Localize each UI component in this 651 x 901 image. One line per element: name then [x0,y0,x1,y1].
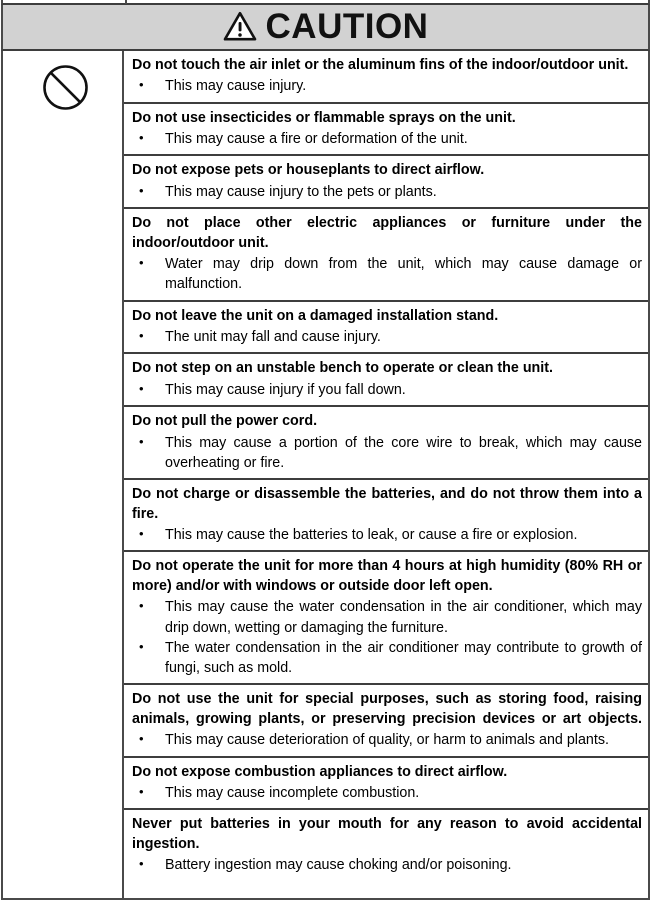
caution-rows [124,51,648,898]
row-bullet-list [132,129,642,149]
caution-header-content [223,6,429,46]
row-bullet-list [132,855,642,875]
list-item: • This may cause the water condensation in the air conditioner, which may drip down, wetting or damaging the furniture. [132,597,642,638]
row-bullet-list [132,597,642,678]
list-item: • This may cause injury. [132,76,642,96]
row-heading: Do not leave the unit on a damaged installation stand. [132,307,499,324]
row-heading: Do not step on an unstable bench to operate or clean the unit. [132,360,553,377]
table-row [124,209,648,301]
row-heading: Do not pull the power cord. [132,413,318,430]
row-bullet-list [132,433,642,474]
list-item: • Battery ingestion may cause choking and/or poisoning. [132,855,642,875]
table-row [124,156,648,209]
table-row [124,51,648,104]
table-row [124,480,648,552]
list-item: • This may cause deterioration of quality, or harm to animals and plants. [132,730,642,750]
list-item: • The unit may fall and cause injury. [132,327,642,347]
list-item: • Water may drip down from the unit, which may cause damage or malfunction. [132,254,642,295]
prohibition-icon [42,64,89,111]
row-bullet-list [132,182,642,202]
list-item: • This may cause incomplete combustion. [132,783,642,803]
row-bullet-list [132,327,642,347]
row-heading: Do not use insecticides or flammable sprays on the unit. [132,109,516,126]
table-row [124,407,648,480]
table-row [124,758,648,811]
row-bullet-list [132,76,642,96]
table-row [124,302,648,355]
row-heading: Do not touch the air inlet or the aluminum fins of the indoor/outdoor unit. [132,57,629,73]
row-heading: Do not place other electric appliances or furniture under the indoor/outdoor unit. [132,215,642,251]
row-bullet-list [132,525,642,545]
row-bullet-list [132,783,642,803]
table-row [124,810,648,880]
row-heading: Do not expose pets or houseplants to direct airflow. [132,162,485,179]
row-bullet-list [132,254,642,295]
row-heading: Do not charge or disassemble the batteries, and do not throw them into a fire. [132,486,642,522]
caution-table [1,51,650,900]
row-bullet-list [132,380,642,400]
warning-triangle-icon [223,11,257,42]
caution-header-banner [1,5,650,51]
row-heading: Do not expose combustion appliances to direct airflow. [132,763,508,780]
row-heading: Do not operate the unit for more than 4 hours at high humidity (80% RH or more) and/or with windows or outside door left open. [132,558,642,594]
list-item: • This may cause a fire or deformation of the unit. [132,129,642,149]
table-row [124,552,648,685]
previous-row-column-divider [125,0,127,4]
list-item: • The water condensation in the air conditioner may contribute to growth of fungi, such as mold. [132,638,642,679]
table-row [124,685,648,757]
list-item: • This may cause the batteries to leak, or cause a fire or explosion. [132,525,642,545]
caution-title: CAUTION [265,6,429,46]
prohibition-icon-column [3,51,124,898]
table-row [124,354,648,407]
list-item: • This may cause injury to the pets or plants. [132,182,642,202]
list-item: • This may cause injury if you fall down. [132,380,642,400]
row-bullet-list [132,730,642,750]
row-heading: Never put batteries in your mouth for any reason to avoid accidental ingestion. [132,816,642,852]
table-row [124,104,648,157]
row-heading: Do not use the unit for special purposes, such as storing food, raising animals, growing plants, or preserving precision devices or art objects. [132,691,642,727]
list-item: • This may cause a portion of the core wire to break, which may cause overheating or fire. [132,433,642,474]
